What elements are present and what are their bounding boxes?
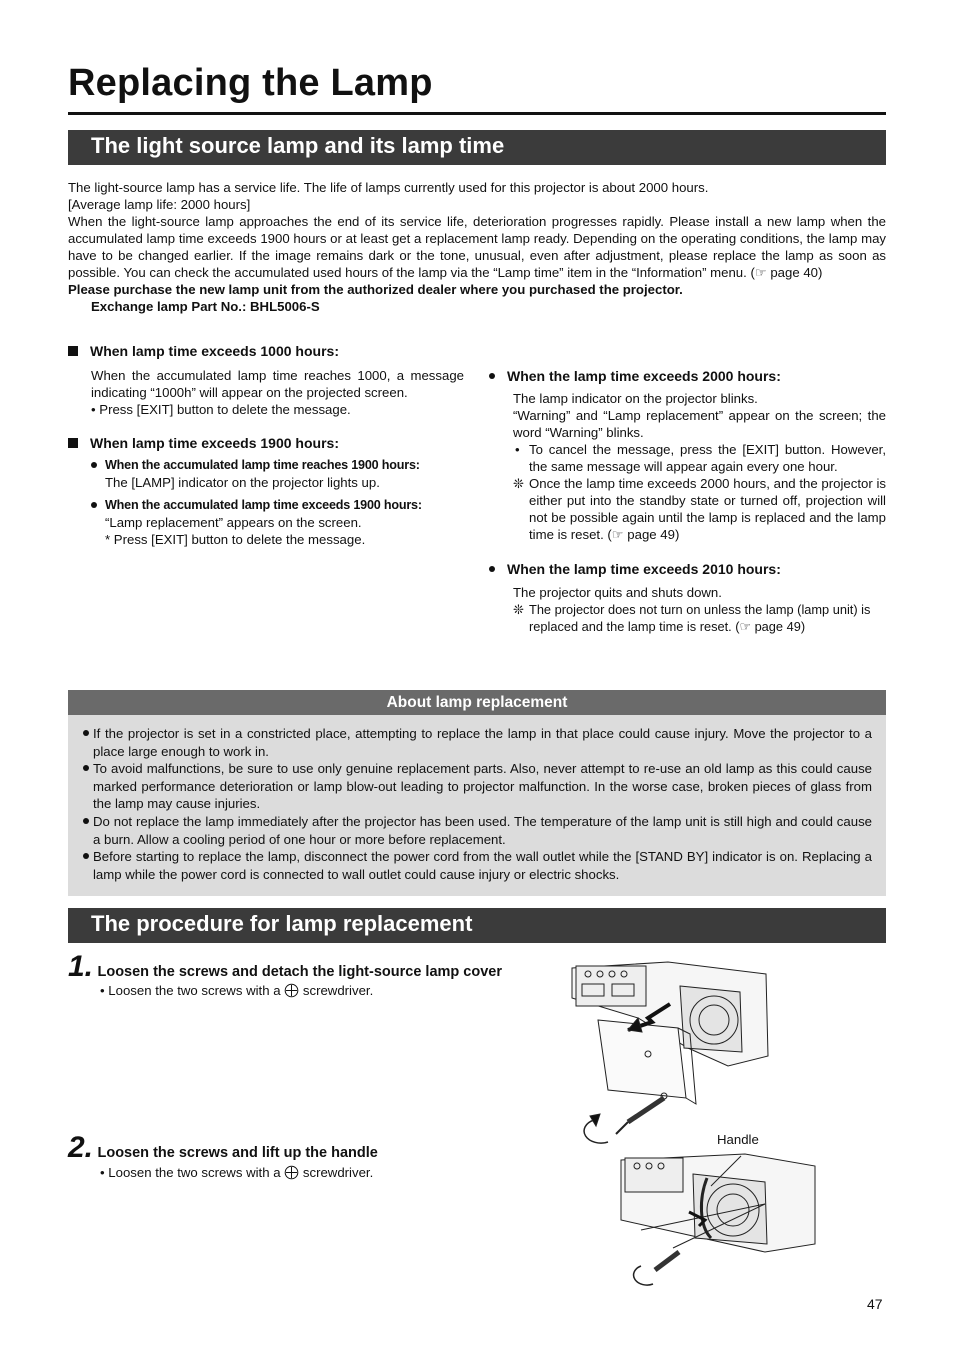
exceed-1900-text-1: “Lamp replacement” appears on the screen. <box>105 515 362 530</box>
heading-2010: When the lamp time exceeds 2010 hours: <box>489 561 886 578</box>
about-item: If the projector is set in a constricted place, attempting to replace the lamp in that place could cause injury. Move the projector to a place large enough to work in. <box>68 725 872 760</box>
text-2000-d: ❊ Once the lamp time exceeds 2000 hours, and the projector is either put into the standby state or turned off, projection will not be possible again until the lamp is replaced and the lamp time is reset. (☞ page 49) <box>513 476 886 542</box>
square-bullet-icon <box>68 438 78 448</box>
exceed-1900-text-2: * Press [EXIT] button to delete the message. <box>105 532 366 547</box>
text-2000-a: The lamp indicator on the projector blinks. <box>513 391 758 406</box>
square-bullet-icon <box>68 346 78 356</box>
step-title: Loosen the screws and detach the light-source lamp cover <box>97 964 502 980</box>
section-heading-procedure: The procedure for lamp replacement <box>68 908 886 943</box>
step-number: 1. <box>68 950 94 983</box>
section-heading-lamp-time: The light source lamp and its lamp time <box>68 130 886 165</box>
part-number: Exchange lamp Part No.: BHL5006-S <box>91 299 320 314</box>
bullet-dot-icon <box>83 818 89 824</box>
bullet-dot-icon <box>489 566 495 572</box>
heading-2000: When the lamp time exceeds 2000 hours: <box>489 368 886 385</box>
bullet-dot-icon <box>91 502 97 508</box>
text-2000-b: “Warning” and “Lamp replacement” appear on the screen; the word “Warning” blinks. <box>513 408 886 440</box>
intro-text <box>68 179 886 315</box>
step-number: 2. <box>68 1131 94 1164</box>
text-2010-b: ❊ The projector does not turn on unless the lamp (lamp unit) is replaced and the lamp time is reset. (☞ page 49) <box>513 602 871 634</box>
bullet-icon: • <box>515 442 520 457</box>
about-lamp-list <box>68 725 886 883</box>
reach-1900-text: The [LAMP] indicator on the projector lights up. <box>105 475 380 490</box>
intro-line-3: When the light-source lamp approaches the end of its service life, deterioration progresses rapidly. Please install a new lamp when the accumulated lamp time exceeds 1900 hours or at least get a replacement lamp ready. Depending on the operating conditions, the lamp may have to be changed earlier. If the image remains dark or the tone, unusual, even after adjustment, please replace the lamp as soon as possible. You can check the accumulated used hours of the lamp via the “Lamp time” item in the “Information” menu. (☞ page 40) <box>68 214 886 280</box>
about-item: Do not replace the lamp immediately after the projector has been used. The temperature of the lamp unit is still high and could cause a burn. Allow a cooling period of one hour or more before replacement. <box>68 813 872 848</box>
bullet-dot-icon <box>83 730 89 736</box>
about-item: Before starting to replace the lamp, disconnect the power cord from the wall outlet while the [STAND BY] indicator is on. Replacing a lamp while the power cord is connected to wall outlet could cause injury or electric shocks. <box>68 848 872 883</box>
intro-line-2: [Average lamp life: 2000 hours] <box>68 197 251 212</box>
bullet-dot-icon <box>83 765 89 771</box>
exceed-1900-head: When the accumulated lamp time exceeds 1900 hours: <box>91 497 464 514</box>
intro-line-1: The light-source lamp has a service life. The life of lamps currently used for this projector is about 2000 hours. <box>68 180 709 195</box>
left-column <box>68 343 464 548</box>
reach-1900-head: When the accumulated lamp time reaches 1900 hours: <box>91 457 464 474</box>
note-asterisk-icon: ❊ <box>513 602 524 617</box>
bullet-dot-icon <box>489 373 495 379</box>
about-item: To avoid malfunctions, be sure to use only genuine replacement parts. Also, never attempt to re-use an old lamp as this could cause marked performance deterioration or lamp blow-out leading to projector malfunction. In the worse case, broken pieces of glass from the lamp may cause injuries. <box>68 760 872 813</box>
heading-1000: When lamp time exceeds 1000 hours: <box>68 343 464 360</box>
bullet-1000: • Press [EXIT] button to delete the message. <box>91 402 351 417</box>
phillips-screwdriver-icon <box>284 983 299 998</box>
step-1 <box>68 950 502 984</box>
step-2-sub: • Loosen the two screws with a screwdriver. <box>100 1165 374 1180</box>
heading-1900: When lamp time exceeds 1900 hours: <box>68 435 464 452</box>
lamp-handle-illustration <box>615 1148 820 1288</box>
page-number: 47 <box>867 1296 883 1312</box>
bullet-dot-icon <box>83 853 89 859</box>
bullet-dot-icon <box>91 462 97 468</box>
step-2 <box>68 1131 378 1165</box>
purchase-note: Please purchase the new lamp unit from the authorized dealer where you purchased the projector. <box>68 282 683 297</box>
right-column <box>489 368 886 635</box>
about-lamp-heading: About lamp replacement <box>68 690 886 715</box>
step-1-sub: • Loosen the two screws with a screwdriver. <box>100 983 374 998</box>
text-2010-a: The projector quits and shuts down. <box>513 585 722 600</box>
lamp-cover-illustration <box>568 958 773 1146</box>
handle-label: Handle <box>717 1132 759 1147</box>
step-title: Loosen the screws and lift up the handle <box>97 1145 378 1161</box>
text-2000-c: • To cancel the message, press the [EXIT] button. However, the same message will appear again every one hour. <box>515 442 886 474</box>
title-rule <box>68 112 886 115</box>
note-asterisk-icon: ❊ <box>513 476 525 491</box>
text-1000: When the accumulated lamp time reaches 1000, a message indicating “1000h” will appear on the projected screen. <box>91 368 464 400</box>
reach-1900-block <box>68 457 464 548</box>
page-title: Replacing the Lamp <box>68 62 433 104</box>
phillips-screwdriver-icon <box>284 1165 299 1180</box>
